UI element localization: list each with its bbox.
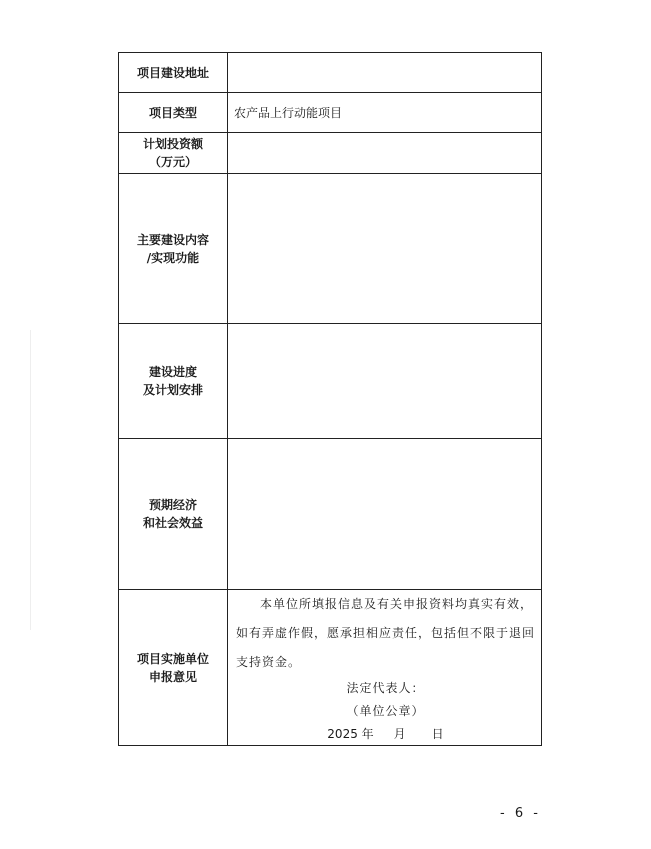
date-day: 日 [431, 727, 444, 741]
field-expected-benefits[interactable] [228, 439, 542, 590]
label-expected-benefits: 预期经济 和社会效益 [119, 439, 228, 590]
project-application-form [118, 52, 542, 746]
declaration-text: 本单位所填报信息及有关申报资料均真实有效，如有弄虚作假，愿承担相应责任，包括但不限于退回支持资金。 [236, 597, 536, 669]
legal-representative: 法定代表人： [346, 681, 425, 695]
row-expected-benefits [119, 439, 542, 590]
label-unit-opinion: 项目实施单位 申报意见 [119, 590, 228, 746]
row-construction-schedule [119, 324, 542, 439]
row-project-address [119, 53, 542, 93]
row-unit-opinion [119, 590, 542, 746]
label-construction-schedule: 建设进度 及计划安排 [119, 324, 228, 439]
label-planned-investment: 计划投资额 （万元） [119, 133, 228, 174]
field-construction-content[interactable] [228, 174, 542, 324]
date-year: 2025 年 [327, 727, 374, 741]
row-planned-investment [119, 133, 542, 174]
declaration-date [236, 723, 535, 745]
row-construction-content [119, 174, 542, 324]
field-project-address[interactable] [228, 53, 542, 93]
declaration-cell [228, 590, 542, 746]
unit-seal: （单位公章） [346, 704, 425, 718]
field-construction-schedule[interactable] [228, 324, 542, 439]
page-number: - 6 - [500, 806, 541, 821]
label-construction-content: 主要建设内容 /实现功能 [119, 174, 228, 324]
row-project-type [119, 93, 542, 133]
field-project-type[interactable]: 农产品上行动能项目 [228, 93, 542, 133]
date-month: 月 [393, 727, 406, 741]
label-project-type: 项目类型 [119, 93, 228, 133]
field-planned-investment[interactable] [228, 133, 542, 174]
label-project-address: 项目建设地址 [119, 53, 228, 93]
scan-artifact [30, 330, 31, 630]
